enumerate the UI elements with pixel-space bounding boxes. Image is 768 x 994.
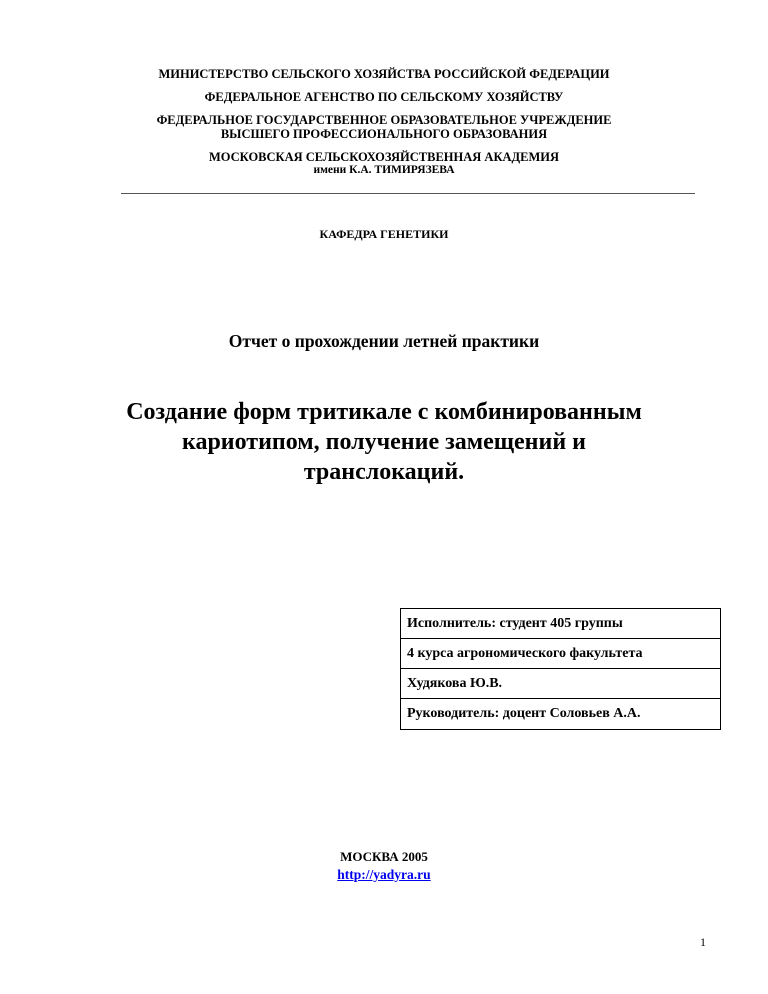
course-row: 4 курса агрономического факультета (401, 639, 720, 669)
ministry-header: МИНИСТЕРСТВО СЕЛЬСКОГО ХОЗЯЙСТВА РОССИЙСКОЙ ФЕДЕРАЦИИ (158, 67, 610, 81)
report-title (0, 397, 768, 487)
department-name: КАФЕДРА ГЕНЕТИКИ (319, 227, 449, 241)
agency-header: ФЕДЕРАЛЬНОЕ АГЕНСТВО ПО СЕЛЬСКОМУ ХОЗЯЙСТВУ (204, 90, 564, 104)
student-name-row: Худякова Ю.В. (401, 669, 720, 699)
academy-name: МОСКОВСКАЯ СЕЛЬСКОХОЗЯЙСТВЕННАЯ АКАДЕМИЯ (208, 150, 560, 164)
website-link[interactable]: http://yadyra.ru (337, 867, 431, 882)
city-year: МОСКВА 2005 (340, 849, 428, 864)
report-type: Отчет о прохождении летней практики (228, 331, 540, 351)
institution-line-2: ВЫСШЕГО ПРОФЕССИОНАЛЬНОГО ОБРАЗОВАНИЯ (220, 127, 548, 141)
supervisor-row: Руководитель: доцент Соловьев А.А. (407, 706, 641, 721)
footer-link-wrapper (0, 866, 768, 884)
header-divider (121, 193, 695, 194)
academy-named-after: имени К.А. ТИМИРЯЗЕВА (313, 164, 455, 176)
page-number: 1 (700, 935, 706, 949)
executor-row: Исполнитель: студент 405 группы (401, 609, 720, 639)
title-line-3: транслокаций. (303, 459, 465, 485)
title-line-2: кариотипом, получение замещений и (181, 429, 586, 455)
author-info-table (400, 608, 721, 730)
institution-line-1: ФЕДЕРАЛЬНОЕ ГОСУДАРСТВЕННОЕ ОБРАЗОВАТЕЛЬНОЕ УЧРЕЖДЕНИЕ (156, 113, 612, 127)
title-line-1: Создание форм тритикале с комбинированным (126, 399, 642, 425)
